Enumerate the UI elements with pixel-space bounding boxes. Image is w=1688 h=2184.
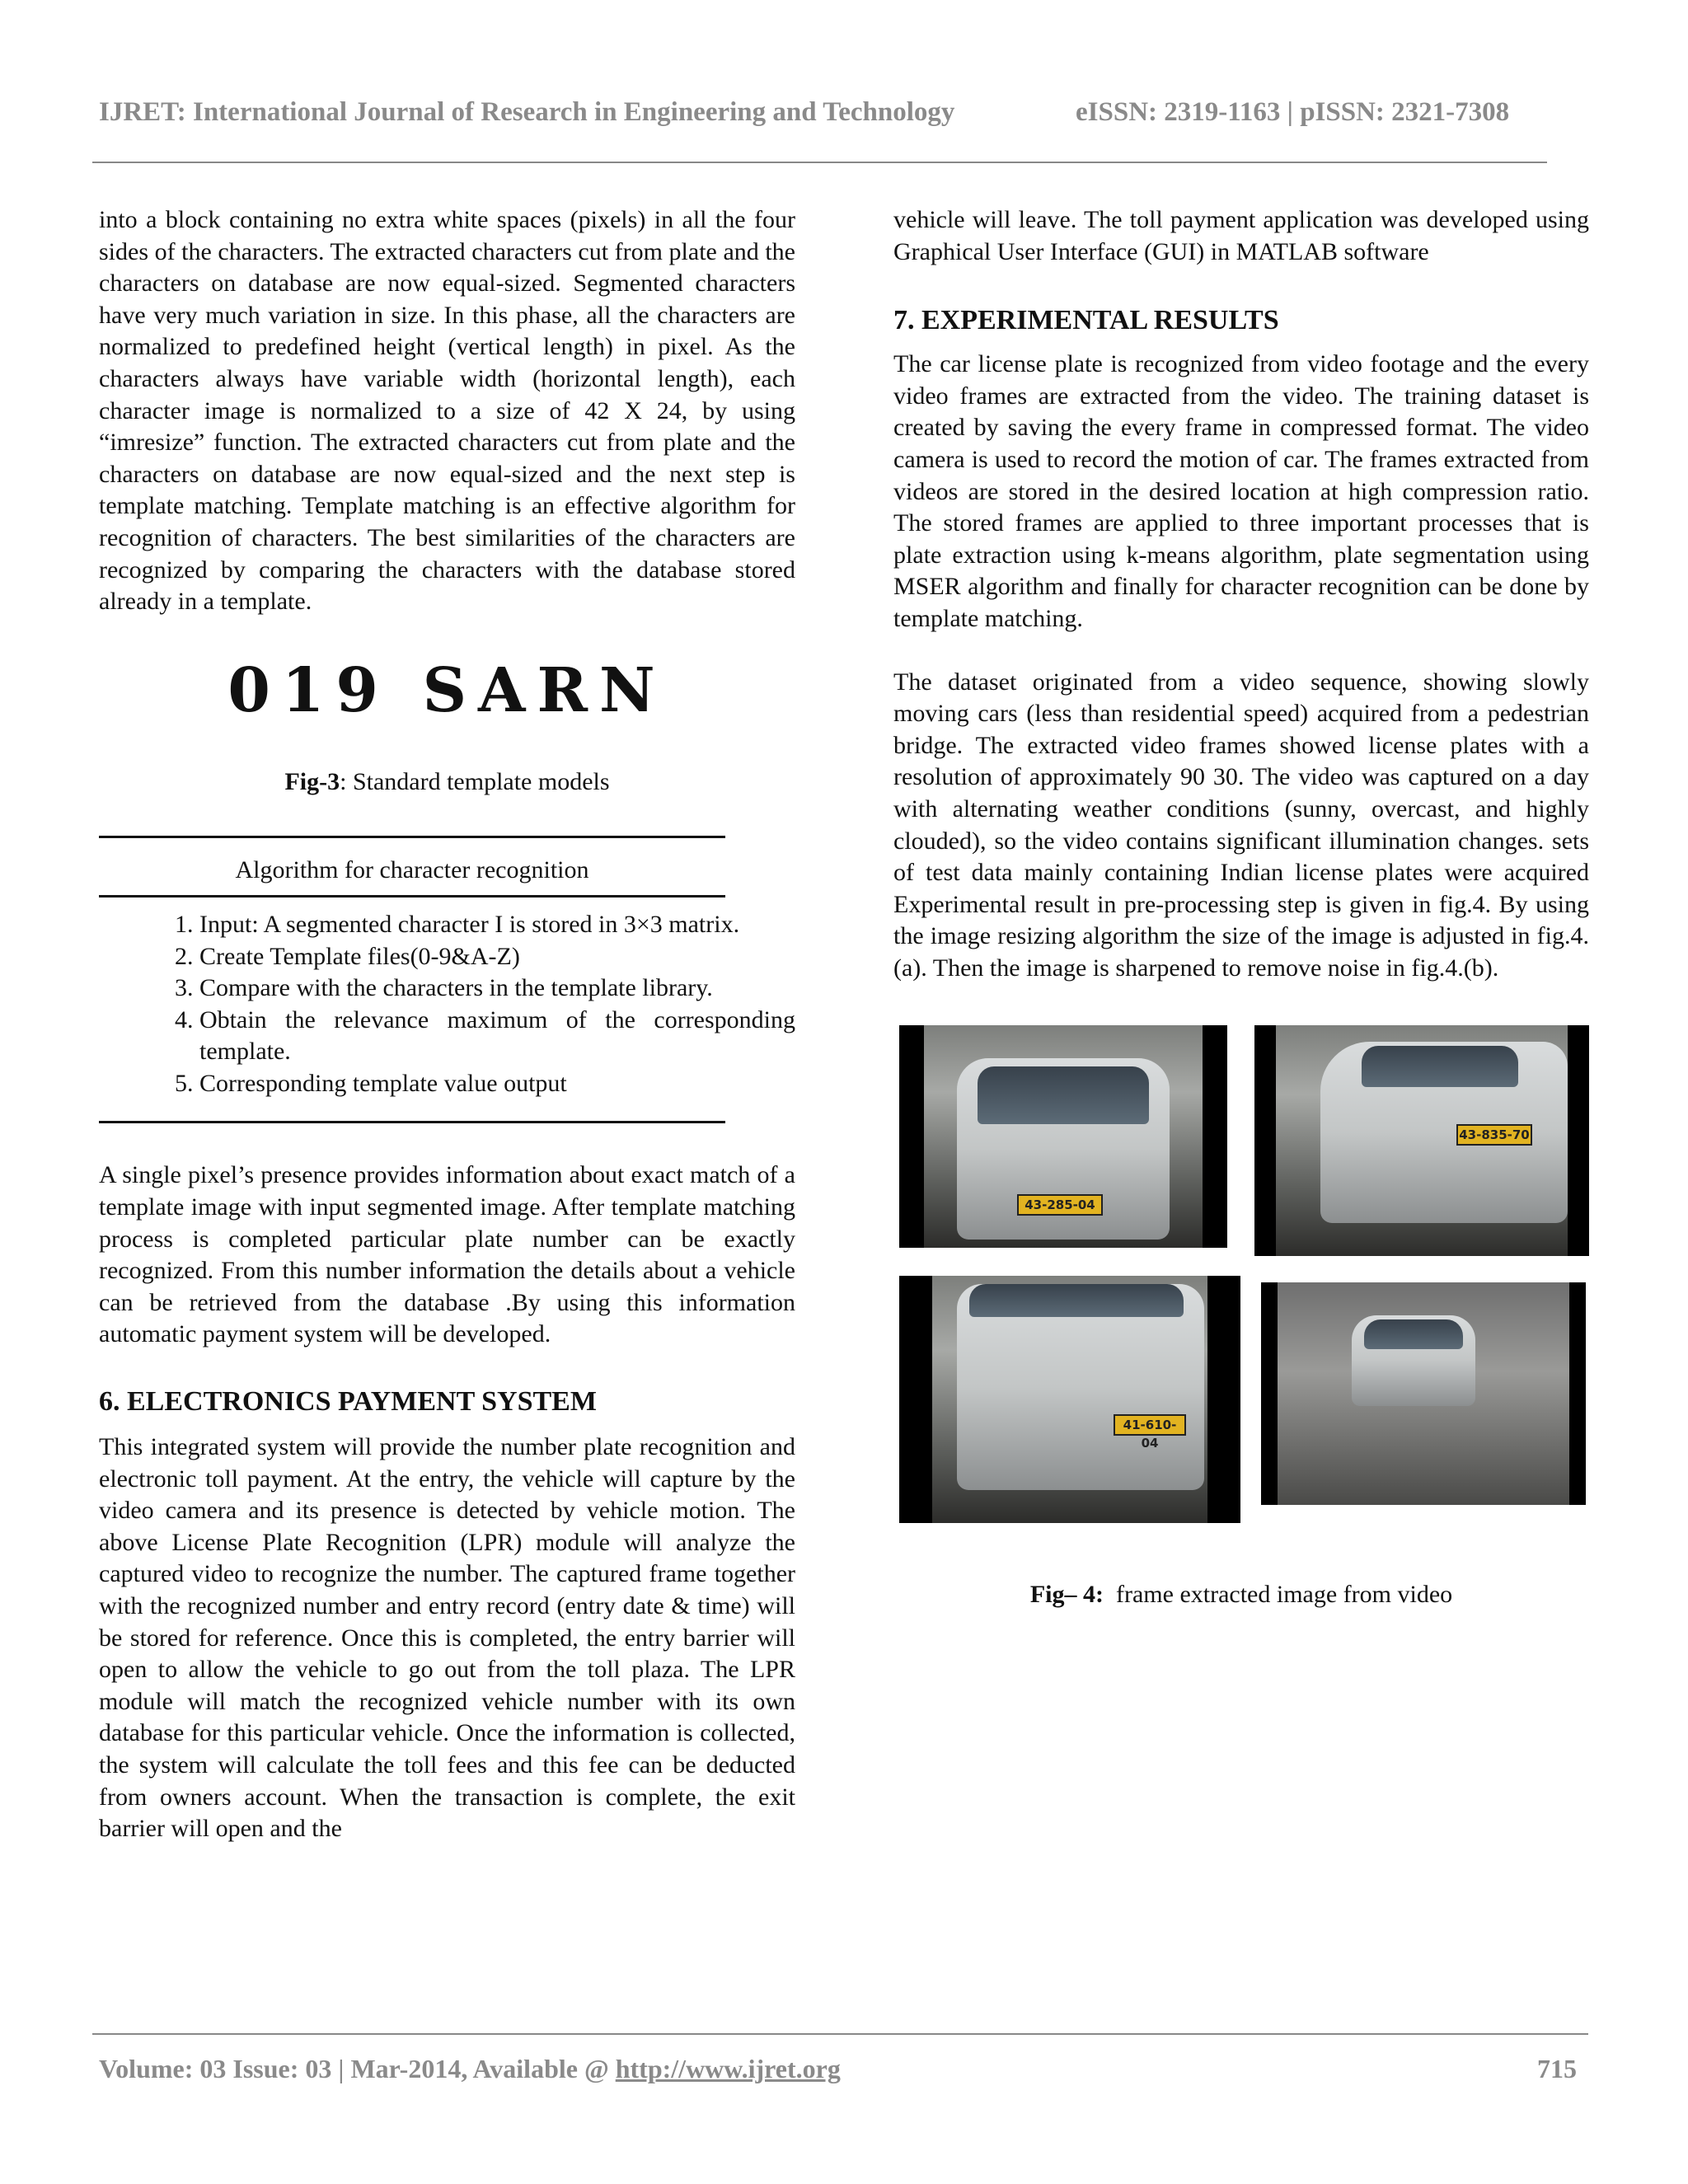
algorithm-steps: [99, 909, 795, 1100]
algorithm-step: 3. Compare with the characters in the template library.: [199, 972, 795, 1005]
license-plate: 43-835-70: [1456, 1124, 1532, 1146]
right-column: [893, 204, 1589, 1611]
running-header: [99, 97, 1550, 128]
issn-numbers: eISSN: 2319-1163 | pISSN: 2321-7308: [1076, 97, 1510, 127]
algorithm-bottom-rule: [99, 1121, 725, 1123]
section-heading: 7. EXPERIMENTAL RESULTS: [893, 305, 1279, 336]
figure-label: Fig– 4:: [1029, 1581, 1104, 1609]
page-number: 715: [1537, 2054, 1577, 2083]
frame-image: [1261, 1282, 1586, 1505]
running-footer: [99, 2054, 1582, 2084]
license-plate: 41-610-04: [1114, 1414, 1186, 1436]
footer-rule: [92, 2033, 1588, 2035]
section-heading: 6. ELECTRONICS PAYMENT SYSTEM: [99, 1386, 597, 1418]
frame-image: [1254, 1025, 1589, 1256]
paragraph: The dataset originated from a video sequence, showing slowly moving cars (less than residential speed) acquired from a pedestrian bridge. The extracted video frames showed license plates with a resolution of approximately 90 30. The video was captured on a day with alternating weather conditions (sunny, overcast, and highly clouded), so the video contains significant illumination changes. sets of test data mainly containing Indian license plates were acquired Experimental result in pre-processing step is given in fig.4. By using the image resizing algorithm the size of the image is adjusted in fig.4. (a). Then the image is sharpened to remove noise in fig.4.(b).: [893, 668, 1589, 982]
algorithm-step: 5. Corresponding template value output: [199, 1068, 795, 1100]
journal-name: IJRET: International Journal of Research in Engineering and Technology: [99, 97, 955, 127]
algorithm-step: 1. Input: A segmented character I is stored in 3×3 matrix.: [199, 909, 795, 941]
algorithm-title: Algorithm for character recognition: [235, 856, 589, 884]
paragraph: vehicle will leave. The toll payment application was developed using Graphical User Interface (GUI) in MATLAB software: [893, 206, 1589, 265]
paragraph: This integrated system will provide the number plate recognition and electronic toll payment. At the entry, the vehicle will capture by the video camera and its presence is detected by vehicle motion. The above License Plate Recognition (LPR) module will analyze the captured video to recognize the number. The captured frame together with the recognized number and entry record (entry date & time) will be stored for reference. Once this is completed, the entry barrier will open to allow the vehicle to go out from the toll plaza. The LPR module will match the recognized vehicle number with its own database for this particular vehicle. Once the information is collected, the system will calculate the toll fees and this fee can be deducted from owners account. When the transaction is complete, the exit barrier will open and the: [99, 1433, 795, 1843]
license-plate: 43-285-04: [1017, 1194, 1103, 1216]
paragraph: into a block containing no extra white spaces (pixels) in all the four sides of the characters. The extracted characters cut from plate and the characters on database are now equal-sized. Segmented characters have very much variation in size. In this phase, all the characters are normalized to predefined height (vertical length) in pixel. As the characters always have variable width (horizontal length), each character image is normalized to a size of 42 X 24, by using “imresize” function. The extracted characters cut from plate and the characters on database are now equal-sized and the next step is template matching. Template matching is an effective algorithm for recognition of characters. The best similarities of the characters are recognized by comparing the characters with the database stored already in a template.: [99, 206, 795, 616]
figure-caption: [893, 1579, 1589, 1611]
footer-volume-info: Volume: 03 Issue: 03 | Mar-2014, Available @: [99, 2054, 616, 2083]
frame-image: [899, 1025, 1227, 1248]
journal-link[interactable]: http://www.ijret.org: [615, 2054, 841, 2083]
paragraph: A single pixel’s presence provides information about exact match of a template image with input segmented image. After template matching process is completed particular plate number can be exactly recognized. From this number information the details about a vehicle can be retrieved from the database .By using this information automatic payment system will be developed.: [99, 1161, 795, 1348]
left-column: [99, 204, 795, 1845]
figure-caption-text: : Standard template models: [340, 767, 610, 795]
figure-label: Fig-3: [284, 767, 340, 795]
extracted-frames-figure: [893, 1025, 1589, 1536]
paragraph: The car license plate is recognized from video footage and the every video frames are extracted from the video. The training dataset is created by saving the every frame in compressed format. The video camera is used to record the motion of car. The frames extracted from videos are stored in the desired location at high compression ratio. The stored frames are applied to three important processes that is plate extraction using k-means algorithm, plate segmentation using MSER algorithm and finally for character recognition can be done by template matching.: [893, 350, 1589, 632]
template-models-figure: 019 SARN: [227, 654, 667, 726]
algorithm-step: 2. Create Template files(0-9&A-Z): [199, 941, 795, 973]
frame-image: [899, 1276, 1240, 1523]
figure-caption: [99, 766, 795, 799]
figure-caption-text: frame extracted image from video: [1104, 1581, 1453, 1609]
algorithm-top-rule: [99, 836, 725, 838]
header-rule: [92, 162, 1547, 163]
algorithm-step: 4. Obtain the relevance maximum of the corresponding template.: [199, 1005, 795, 1068]
algorithm-title-rule: [99, 895, 725, 898]
